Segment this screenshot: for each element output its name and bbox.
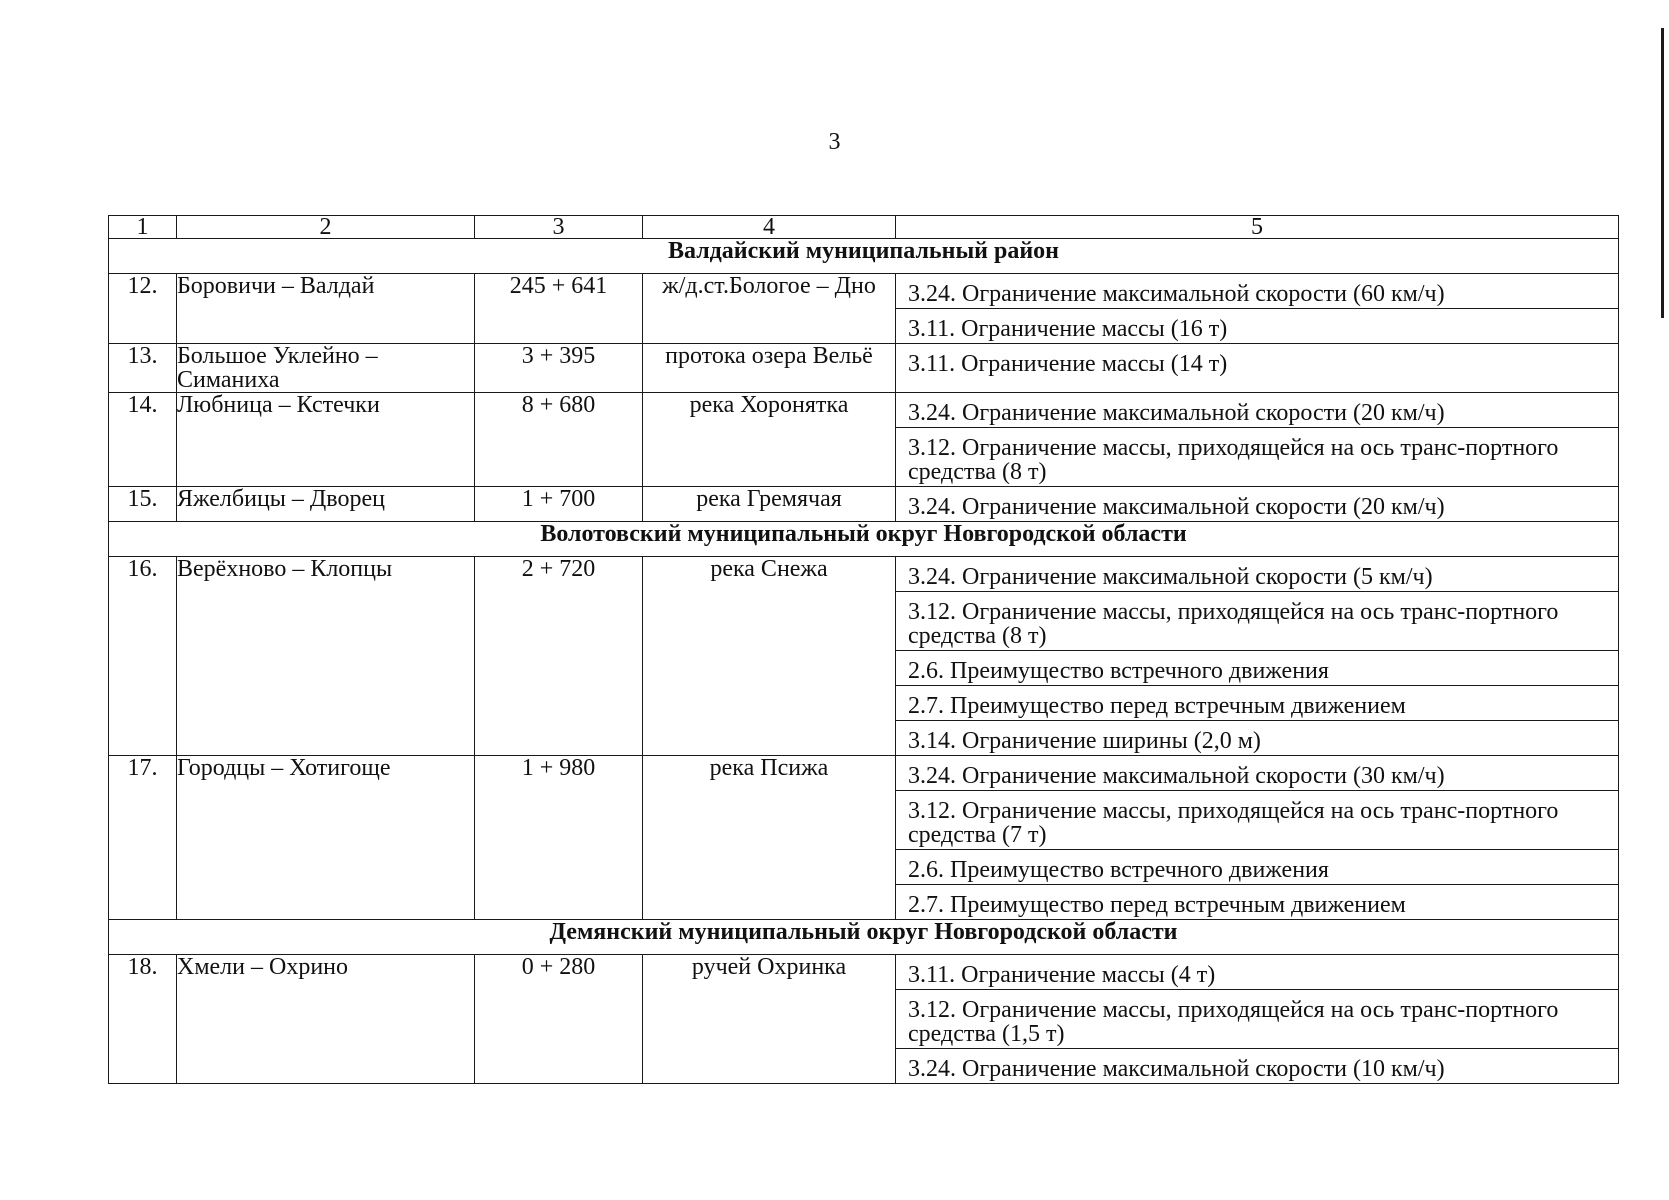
road-sign-restriction: 3.11. Ограничение массы (16 т) <box>896 308 1618 343</box>
road-name: Верёхново – Клопцы <box>177 557 475 756</box>
row-number: 16. <box>109 557 177 756</box>
crossing-object: река Псижа <box>643 756 896 920</box>
road-sign-restriction: 2.7. Преимущество перед встречным движением <box>896 685 1618 720</box>
crossing-object: ж/д.ст.Бологое – Дно <box>643 274 896 344</box>
road-sign-restriction: 3.12. Ограничение массы, приходящейся на ось транс-портного средства (7 т) <box>896 790 1618 849</box>
road-name: Боровичи – Валдай <box>177 274 475 344</box>
road-name: Городцы – Хотигоще <box>177 756 475 920</box>
kilometer-mark: 1 + 980 <box>475 756 643 920</box>
road-sign-restriction: 2.7. Преимущество перед встречным движением <box>896 884 1618 919</box>
kilometer-mark: 1 + 700 <box>475 487 643 522</box>
road-sign-restriction: 3.24. Ограничение максимальной скорости (30 км/ч) <box>908 763 1445 789</box>
kilometer-mark: 0 + 280 <box>475 955 643 1084</box>
header-cell: 4 <box>643 216 896 239</box>
header-cell: 2 <box>177 216 475 239</box>
header-cell: 3 <box>475 216 643 239</box>
road-signs-cell <box>896 955 1619 1084</box>
crossing-object: ручей Охринка <box>643 955 896 1084</box>
table-row <box>109 393 1619 487</box>
road-signs-cell <box>896 756 1619 920</box>
kilometer-mark: 8 + 680 <box>475 393 643 487</box>
row-number: 13. <box>109 344 177 393</box>
kilometer-mark: 2 + 720 <box>475 557 643 756</box>
header-row <box>109 216 1619 239</box>
page-number: 3 <box>828 129 841 155</box>
row-number: 12. <box>109 274 177 344</box>
table-row <box>109 557 1619 756</box>
kilometer-mark: 3 + 395 <box>475 344 643 393</box>
road-sign-restriction: 2.6. Преимущество встречного движения <box>896 849 1618 884</box>
road-sign-restriction: 3.24. Ограничение максимальной скорости (5 км/ч) <box>908 564 1433 590</box>
road-sign-restriction: 3.14. Ограничение ширины (2,0 м) <box>896 720 1618 755</box>
road-sign-restriction: 2.6. Преимущество встречного движения <box>896 650 1618 685</box>
crossing-object: протока озера Вельё <box>643 344 896 393</box>
road-signs-cell <box>896 393 1619 487</box>
header-cell: 5 <box>896 216 1619 239</box>
section-title: Валдайский муниципальный район <box>109 239 1619 274</box>
table-row <box>109 756 1619 920</box>
road-sign-restriction: 3.11. Ограничение массы (14 т) <box>908 351 1228 377</box>
road-sign-restriction: 3.12. Ограничение массы, приходящейся на ось транс-портного средства (8 т) <box>896 591 1618 650</box>
road-name: Большое Уклейно – Симаниха <box>177 344 475 393</box>
section-row <box>109 920 1619 955</box>
crossing-object: река Гремячая <box>643 487 896 522</box>
table-row <box>109 344 1619 393</box>
road-name: Любница – Кстечки <box>177 393 475 487</box>
road-signs-cell <box>896 344 1619 393</box>
road-sign-restriction: 3.24. Ограничение максимальной скорости (10 км/ч) <box>896 1048 1618 1083</box>
table-row <box>109 487 1619 522</box>
road-signs-cell <box>896 274 1619 344</box>
table-row <box>109 955 1619 1084</box>
section-row <box>109 522 1619 557</box>
row-number: 15. <box>109 487 177 522</box>
road-signs-cell <box>896 557 1619 756</box>
road-name: Яжелбицы – Дворец <box>177 487 475 522</box>
kilometer-mark: 245 + 641 <box>475 274 643 344</box>
scan-edge-mark <box>1661 28 1664 318</box>
section-row <box>109 239 1619 274</box>
road-sign-restriction: 3.12. Ограничение массы, приходящейся на ось транс-портного средства (8 т) <box>896 427 1618 486</box>
row-number: 14. <box>109 393 177 487</box>
section-title: Волотовский муниципальный округ Новгородской области <box>109 522 1619 557</box>
table-row <box>109 274 1619 344</box>
road-sign-restriction: 3.11. Ограничение массы (4 т) <box>908 962 1216 988</box>
row-number: 17. <box>109 756 177 920</box>
road-signs-cell <box>896 487 1619 522</box>
restrictions-table <box>108 215 1619 1084</box>
crossing-object: река Снежа <box>643 557 896 756</box>
crossing-object: река Хоронятка <box>643 393 896 487</box>
header-cell: 1 <box>109 216 177 239</box>
section-title: Демянский муниципальный округ Новгородской области <box>109 920 1619 955</box>
road-name: Хмели – Охрино <box>177 955 475 1084</box>
road-sign-restriction: 3.24. Ограничение максимальной скорости (20 км/ч) <box>908 494 1445 520</box>
road-sign-restriction: 3.24. Ограничение максимальной скорости (20 км/ч) <box>908 400 1445 426</box>
row-number: 18. <box>109 955 177 1084</box>
road-sign-restriction: 3.24. Ограничение максимальной скорости (60 км/ч) <box>908 281 1445 307</box>
road-sign-restriction: 3.12. Ограничение массы, приходящейся на ось транс-портного средства (1,5 т) <box>896 989 1618 1048</box>
